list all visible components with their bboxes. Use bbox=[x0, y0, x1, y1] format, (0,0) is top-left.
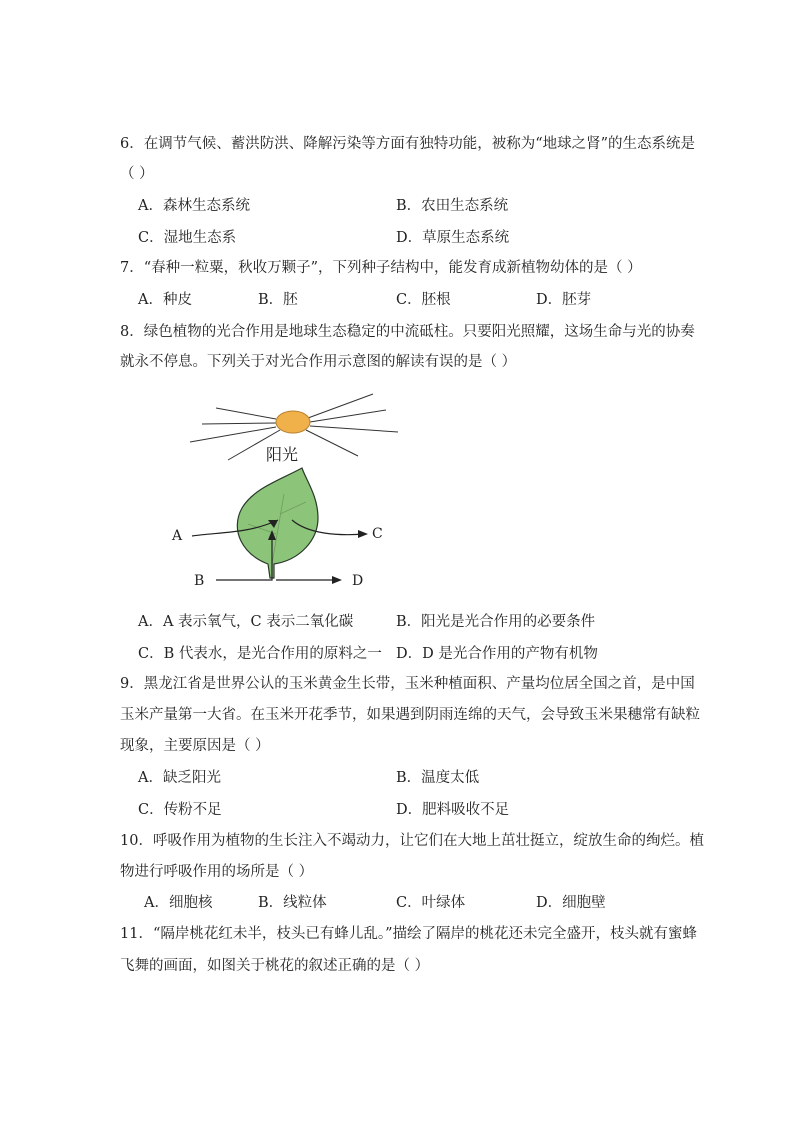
label-c: C bbox=[372, 526, 383, 542]
q6-option-c: C．湿地生态系 bbox=[138, 230, 237, 246]
photosynthesis-diagram bbox=[168, 384, 408, 594]
label-d: D bbox=[352, 573, 364, 589]
q10-stem-line1: 10．呼吸作用为植物的生长注入不竭动力，让它们在大地上茁壮挺立，绽放生命的绚烂。植 bbox=[120, 833, 704, 849]
q11-stem-line2: 飞舞的画面，如图关于桃花的叙述正确的是（ ） bbox=[120, 958, 430, 974]
q6-stem-line1: 6．在调节气候、蓄洪防洪、降解污染等方面有独特功能，被称为“地球之肾”的生态系统是 bbox=[120, 136, 696, 152]
q10-option-c: C．叶绿体 bbox=[396, 895, 466, 911]
arrow-d-head bbox=[332, 576, 342, 584]
q6-option-d: D．草原生态系统 bbox=[396, 230, 510, 246]
q6-option-b: B．农田生态系统 bbox=[396, 198, 509, 214]
q8-option-c: C．B 代表水，是光合作用的原料之一 bbox=[138, 646, 382, 662]
q6-stem-line2: （ ） bbox=[120, 166, 154, 182]
q8-option-a: A．A 表示氧气，C 表示二氧化碳 bbox=[138, 614, 354, 630]
q9-option-c: C．传粉不足 bbox=[138, 802, 222, 818]
q9-option-d: D．肥料吸收不足 bbox=[396, 802, 510, 818]
sun-icon bbox=[276, 411, 310, 433]
q8-stem-line2: 就永不停息。下列关于对光合作用示意图的解读有误的是（ ） bbox=[120, 354, 517, 370]
arrow-c-head bbox=[358, 530, 368, 538]
q7-option-a: A．种皮 bbox=[138, 292, 192, 308]
label-b: B bbox=[194, 573, 205, 589]
label-a: A bbox=[172, 528, 183, 544]
q10-option-b: B．线粒体 bbox=[258, 895, 327, 911]
q8-option-b: B．阳光是光合作用的必要条件 bbox=[396, 614, 596, 630]
q7-option-d: D．胚芽 bbox=[536, 292, 592, 308]
q9-option-a: A．缺乏阳光 bbox=[138, 770, 221, 786]
leaf-icon bbox=[237, 468, 318, 578]
sun-label: 阳光 bbox=[266, 445, 299, 464]
q10-stem-line2: 物进行呼吸作用的场所是（ ） bbox=[120, 864, 314, 880]
q7-option-b: B．胚 bbox=[258, 292, 298, 308]
q9-option-b: B．温度太低 bbox=[396, 770, 480, 786]
q11-stem-line1: 11．“隔岸桃花红未半，枝头已有蜂儿乱。”描绘了隔岸的桃花还未完全盛开，枝头就有蜜蜂 bbox=[120, 926, 698, 942]
q10-option-a: A．细胞核 bbox=[144, 895, 213, 911]
q10-option-d: D．细胞壁 bbox=[536, 895, 606, 911]
q9-stem-line2: 玉米产量第一大省。在玉米开花季节，如果遇到阴雨连绵的天气，会导致玉米果穗常有缺粒 bbox=[120, 707, 700, 723]
q8-stem-line1: 8．绿色植物的光合作用是地球生态稳定的中流砥柱。只要阳光照耀，这场生命与光的协奏 bbox=[120, 324, 695, 340]
q7-stem: 7．“春种一粒粟，秋收万颗子”，下列种子结构中，能发育成新植物幼体的是（ ） bbox=[120, 260, 642, 276]
q8-option-d: D．D 是光合作用的产物有机物 bbox=[396, 646, 598, 662]
q7-option-c: C．胚根 bbox=[396, 292, 451, 308]
q6-option-a: A．森林生态系统 bbox=[138, 198, 250, 214]
q9-stem-line1: 9．黑龙江省是世界公认的玉米黄金生长带，玉米种植面积、产量均位居全国之首，是中国 bbox=[120, 676, 695, 692]
q9-stem-line3: 现象，主要原因是（ ） bbox=[120, 738, 270, 754]
